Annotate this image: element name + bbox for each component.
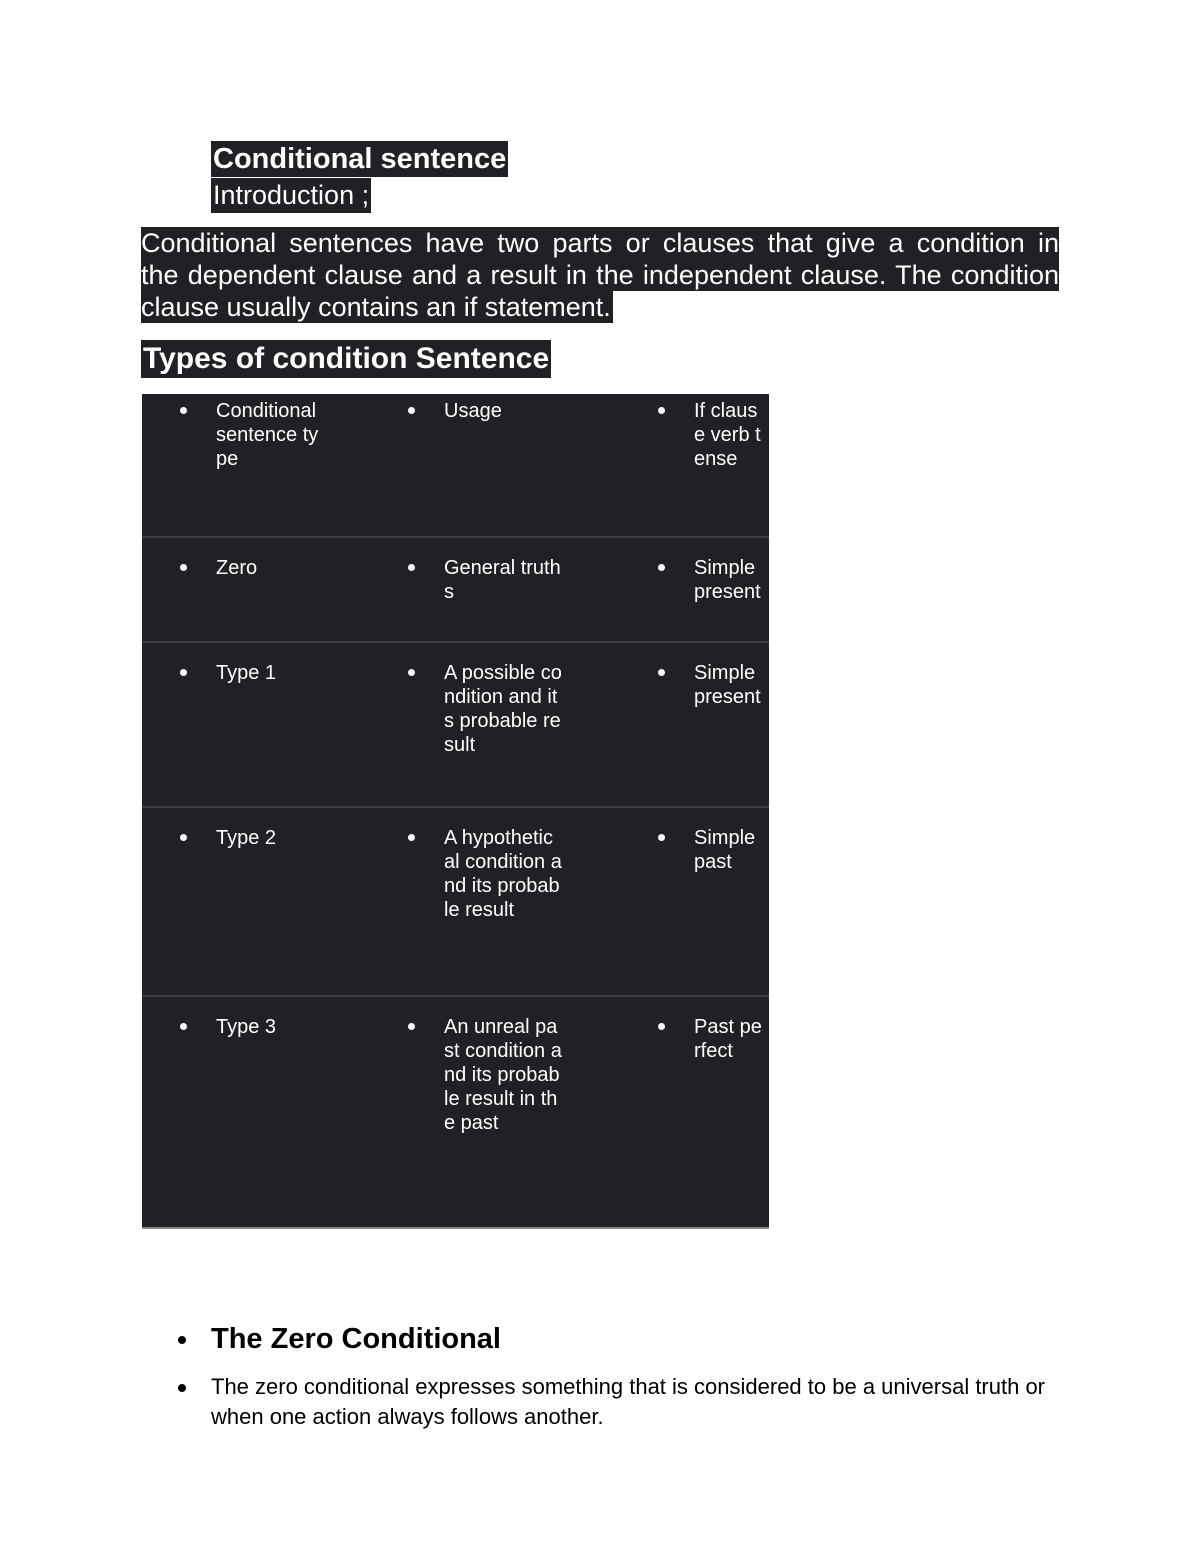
bullet-icon (178, 1384, 186, 1392)
table-header-row (142, 394, 769, 537)
bullet-icon (658, 834, 665, 841)
paragraph-line: clause usually contains an if statement. (141, 292, 611, 322)
table-cell: Type 2 (216, 827, 277, 849)
document-title: Conditional sentence (213, 143, 507, 175)
table-cell: Type 1 (216, 662, 277, 684)
table-cell: A possible condition and its probable result (444, 662, 562, 756)
bullet-icon (180, 834, 187, 841)
zero-conditional-heading-item (170, 1320, 501, 1358)
paragraph-line: the dependent clause and a result in the independent clause. The condition (141, 260, 1059, 290)
table-cell: Zero (216, 557, 258, 579)
bullet-icon (658, 564, 665, 571)
table-cell: Simple present (694, 662, 761, 708)
bullet-icon (180, 669, 187, 676)
bullet-icon (180, 564, 187, 571)
table-header-cell: If clause verb tense (694, 400, 761, 470)
table-cell: General truths (444, 557, 561, 603)
bullet-icon (408, 1023, 415, 1030)
table-row (142, 537, 769, 642)
table-cell: Simple past (694, 827, 756, 873)
bullet-icon (408, 669, 415, 676)
paragraph-line: Conditional sentences have two parts or clauses that give a condition in (141, 228, 1059, 258)
bullet-icon (658, 669, 665, 676)
table-cell: A hypothetical condition and its probable result (444, 827, 562, 921)
zero-conditional-description: The zero conditional expresses something that is considered to be a universal truth or when one action always follows another. (211, 1374, 1046, 1429)
table-cell: An unreal past condition and its probable result in the past (444, 1016, 562, 1134)
bullet-icon (180, 407, 187, 414)
bullet-icon (658, 407, 665, 414)
table-cell: Past perfect (694, 1016, 762, 1062)
conditional-types-table (142, 394, 769, 1229)
table-row (142, 642, 769, 807)
table-header-cell: Conditional sentence type (216, 400, 319, 470)
bullet-icon (408, 564, 415, 571)
table-cell: Type 3 (216, 1016, 277, 1038)
zero-conditional-heading: The Zero Conditional (211, 1323, 501, 1355)
intro-paragraph (141, 227, 1059, 323)
introduction-label: Introduction ; (211, 178, 371, 213)
table-header-cell: Usage (444, 400, 502, 422)
zero-conditional-description-item (170, 1372, 1050, 1432)
table-cell: Simple present (694, 557, 761, 603)
bullet-icon (408, 407, 415, 414)
bullet-icon (180, 1023, 187, 1030)
types-heading: Types of condition Sentence (141, 340, 551, 378)
bullet-icon (178, 1336, 186, 1344)
bullet-icon (658, 1023, 665, 1030)
table-row (142, 807, 769, 996)
table-row (142, 996, 769, 1228)
bullet-icon (408, 834, 415, 841)
